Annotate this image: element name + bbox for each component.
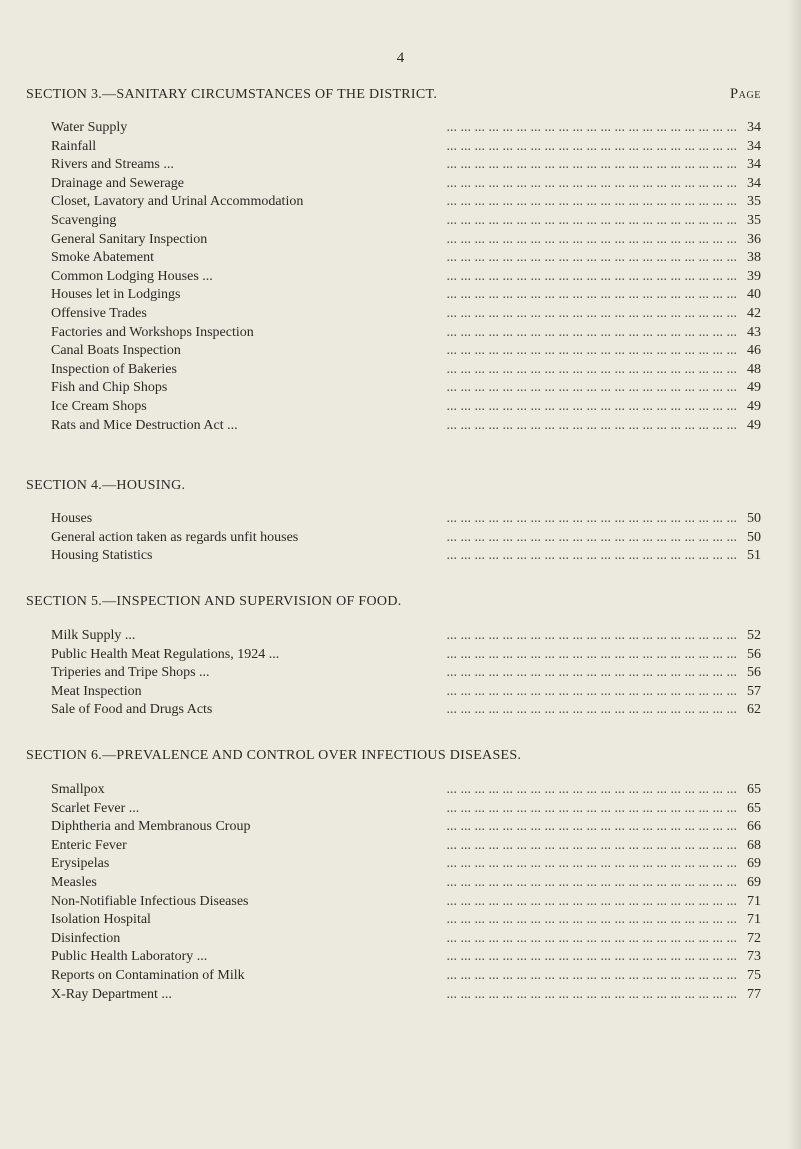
entry-label-wrap: [51, 156, 184, 175]
entry-label: Smoke Abatement: [51, 250, 164, 265]
section-header: [26, 478, 761, 498]
dot-leader-text: ... ... ... ... ... ... ... ... ... ... ... ... ... ... ... ... ... ... ... ... ...: [446, 250, 737, 266]
entry-page-number: 69: [747, 874, 761, 890]
entry-label: Water Supply: [51, 120, 137, 135]
entry-label-wrap: [51, 361, 187, 380]
dot-leader-text: ... ... ... ... ... ... ... ... ... ... ... ... ... ... ... ... ... ... ... ... ...: [446, 287, 737, 303]
dot-leader-text: ... ... ... ... ... ... ... ... ... ... ... ... ... ... ... ... ... ... ... ... ...: [446, 361, 737, 377]
entry-label: X-Ray Department ...: [51, 987, 182, 1002]
dot-leader-text: ... ... ... ... ... ... ... ... ... ... ... ... ... ... ... ... ... ... ... ... ...: [446, 138, 737, 154]
contents-entry: [51, 948, 761, 967]
dot-leader: [51, 138, 737, 157]
entry-page-number: 57: [747, 683, 761, 699]
entry-label: General Sanitary Inspection: [51, 232, 217, 247]
dot-leader-text: ... ... ... ... ... ... ... ... ... ... ... ... ... ... ... ... ... ... ... ... ...: [446, 548, 737, 564]
section-title: SECTION 5.—INSPECTION AND SUPERVISION OF FOOD.: [26, 594, 402, 609]
entry-label-wrap: [51, 324, 264, 343]
entry-label-wrap: [51, 417, 248, 436]
entry-label-wrap: [51, 305, 157, 324]
dot-leader-text: ... ... ... ... ... ... ... ... ... ... ... ... ... ... ... ... ... ... ... ... ...: [446, 305, 737, 321]
section-header: [26, 594, 761, 614]
section-header: [26, 748, 761, 768]
entry-label-wrap: [51, 510, 102, 529]
entry-label: Houses let in Lodgings: [51, 287, 191, 302]
entry-label: Offensive Trades: [51, 306, 157, 321]
dot-leader-text: ... ... ... ... ... ... ... ... ... ... ... ... ... ... ... ... ... ... ... ... ...: [446, 702, 737, 718]
dot-leader-text: ... ... ... ... ... ... ... ... ... ... ... ... ... ... ... ... ... ... ... ... ...: [446, 893, 737, 909]
entry-label: Milk Supply ...: [51, 628, 145, 643]
contents-entry: [51, 781, 761, 800]
contents-entry: [51, 231, 761, 250]
entry-label-wrap: [51, 268, 223, 287]
contents-entry: [51, 646, 761, 665]
entry-label-wrap: [51, 138, 106, 157]
entry-label-wrap: [51, 664, 220, 683]
dot-leader-text: ... ... ... ... ... ... ... ... ... ... ... ... ... ... ... ... ... ... ... ... ...: [446, 683, 737, 699]
entry-label-wrap: [51, 627, 145, 646]
contents-list: [26, 510, 761, 566]
contents-entry: [51, 547, 761, 566]
contents-entry: [51, 156, 761, 175]
entry-label: Rats and Mice Destruction Act ...: [51, 418, 248, 433]
entry-label-wrap: [51, 948, 217, 967]
dot-leader-text: ... ... ... ... ... ... ... ... ... ... ... ... ... ... ... ... ... ... ... ... ...: [446, 874, 737, 890]
dot-leader-text: ... ... ... ... ... ... ... ... ... ... ... ... ... ... ... ... ... ... ... ... ...: [446, 380, 737, 396]
contents-entry: [51, 664, 761, 683]
entry-label: Housing Statistics: [51, 548, 163, 563]
dot-leader-text: ... ... ... ... ... ... ... ... ... ... ... ... ... ... ... ... ... ... ... ... ...: [446, 837, 737, 853]
entry-label: Ice Cream Shops: [51, 399, 157, 414]
contents-entry: [51, 417, 761, 436]
contents-entry: [51, 286, 761, 305]
entry-label-wrap: [51, 529, 308, 548]
contents-entry: [51, 193, 761, 212]
dot-leader-text: ... ... ... ... ... ... ... ... ... ... ... ... ... ... ... ... ... ... ... ... ...: [446, 120, 737, 135]
contents-list: [26, 627, 761, 720]
entry-label-wrap: [51, 986, 182, 1005]
section-title: SECTION 3.—SANITARY CIRCUMSTANCES OF THE DISTRICT.: [26, 87, 438, 102]
entry-page-number: 68: [747, 837, 761, 853]
dot-leader-text: ... ... ... ... ... ... ... ... ... ... ... ... ... ... ... ... ... ... ... ... ...: [446, 175, 737, 191]
entry-page-number: 49: [747, 398, 761, 414]
dot-leader: [51, 683, 737, 702]
entry-page-number: 71: [747, 893, 761, 909]
contents-entry: [51, 510, 761, 529]
contents-entry: [51, 398, 761, 417]
entry-label-wrap: [51, 818, 260, 837]
dot-leader-text: ... ... ... ... ... ... ... ... ... ... ... ... ... ... ... ... ... ... ... ... ...: [446, 157, 737, 173]
entry-label-wrap: [51, 874, 107, 893]
entry-page-number: 65: [747, 782, 761, 797]
entry-label-wrap: [51, 855, 119, 874]
dot-leader-text: ... ... ... ... ... ... ... ... ... ... ... ... ... ... ... ... ... ... ... ... ...: [446, 212, 737, 228]
contents-entry: [51, 986, 761, 1005]
entry-page-number: 35: [747, 194, 761, 210]
dot-leader: [51, 627, 737, 646]
entry-label-wrap: [51, 212, 126, 231]
entry-page-number: 34: [747, 120, 761, 135]
contents-entry: [51, 324, 761, 343]
entry-page-number: 34: [747, 157, 761, 173]
dot-leader: [51, 119, 737, 138]
contents-list: [26, 781, 761, 1004]
dot-leader: [51, 781, 737, 800]
entry-label: Houses: [51, 511, 102, 526]
section-5: [26, 594, 761, 720]
entry-label: Factories and Workshops Inspection: [51, 325, 264, 340]
contents-entry: [51, 930, 761, 949]
contents-entry: [51, 212, 761, 231]
entry-page-number: 71: [747, 912, 761, 928]
entry-page-number: 56: [747, 665, 761, 681]
entry-page-number: 34: [747, 138, 761, 154]
entry-label-wrap: [51, 379, 177, 398]
entry-page-number: 38: [747, 250, 761, 266]
entry-page-number: 73: [747, 949, 761, 965]
entry-page-number: 50: [747, 511, 761, 526]
section-header: [26, 86, 761, 106]
entry-page-number: 77: [747, 986, 761, 1002]
entry-label-wrap: [51, 193, 313, 212]
entry-label: Canal Boats Inspection: [51, 343, 191, 358]
contents-entry: [51, 119, 761, 138]
entry-label-wrap: [51, 231, 217, 250]
entry-label-wrap: [51, 398, 157, 417]
dot-leader-text: ... ... ... ... ... ... ... ... ... ... ... ... ... ... ... ... ... ... ... ... ...: [446, 949, 737, 965]
dot-leader-text: ... ... ... ... ... ... ... ... ... ... ... ... ... ... ... ... ... ... ... ... ...: [446, 856, 737, 872]
entry-page-number: 43: [747, 324, 761, 340]
entry-label: Common Lodging Houses ...: [51, 269, 223, 284]
dot-leader: [51, 837, 737, 856]
dot-leader-text: ... ... ... ... ... ... ... ... ... ... ... ... ... ... ... ... ... ... ... ... ...: [446, 646, 737, 662]
entry-label: Inspection of Bakeries: [51, 362, 187, 377]
section-6: [26, 748, 761, 1004]
entry-label: Rainfall: [51, 139, 106, 154]
dot-leader-text: ... ... ... ... ... ... ... ... ... ... ... ... ... ... ... ... ... ... ... ... ...: [446, 194, 737, 210]
entry-label-wrap: [51, 249, 164, 268]
entry-label-wrap: [51, 683, 152, 702]
dot-leader-text: ... ... ... ... ... ... ... ... ... ... ... ... ... ... ... ... ... ... ... ... ...: [446, 782, 737, 797]
dot-leader-text: ... ... ... ... ... ... ... ... ... ... ... ... ... ... ... ... ... ... ... ... ...: [446, 912, 737, 928]
dot-leader-text: ... ... ... ... ... ... ... ... ... ... ... ... ... ... ... ... ... ... ... ... ...: [446, 231, 737, 247]
dot-leader-text: ... ... ... ... ... ... ... ... ... ... ... ... ... ... ... ... ... ... ... ... ...: [446, 800, 737, 816]
dot-leader-text: ... ... ... ... ... ... ... ... ... ... ... ... ... ... ... ... ... ... ... ... ...: [446, 268, 737, 284]
dot-leader-text: ... ... ... ... ... ... ... ... ... ... ... ... ... ... ... ... ... ... ... ... ...: [446, 628, 737, 643]
entry-page-number: 48: [747, 361, 761, 377]
entry-page-number: 62: [747, 702, 761, 718]
entry-page-number: 40: [747, 287, 761, 303]
contents-entry: [51, 874, 761, 893]
entry-page-number: 50: [747, 529, 761, 545]
entry-label: Reports on Contamination of Milk: [51, 968, 255, 983]
dot-leader: [51, 212, 737, 231]
contents-entry: [51, 818, 761, 837]
contents-entry: [51, 701, 761, 720]
entry-page-number: 56: [747, 646, 761, 662]
entry-label-wrap: [51, 893, 259, 912]
contents-entry: [51, 683, 761, 702]
entry-page-number: 72: [747, 930, 761, 946]
entry-label: Scarlet Fever ...: [51, 801, 149, 816]
page-edge-shadow: [787, 0, 801, 1149]
page-column-label: Page: [729, 86, 761, 102]
dot-leader-text: ... ... ... ... ... ... ... ... ... ... ... ... ... ... ... ... ... ... ... ... ...: [446, 343, 737, 359]
entry-page-number: 46: [747, 343, 761, 359]
dot-leader: [51, 800, 737, 819]
entry-page-number: 42: [747, 305, 761, 321]
entry-label: Erysipelas: [51, 856, 119, 871]
entry-label: Isolation Hospital: [51, 912, 161, 927]
entry-label: General action taken as regards unfit houses: [51, 530, 308, 545]
entry-page-number: 49: [747, 380, 761, 396]
entry-label: Disinfection: [51, 931, 130, 946]
entry-page-number: 35: [747, 212, 761, 228]
entry-label-wrap: [51, 646, 289, 665]
entry-page-number: 49: [747, 417, 761, 433]
entry-label-wrap: [51, 800, 149, 819]
entry-label-wrap: [51, 930, 130, 949]
entry-page-number: 51: [747, 548, 761, 564]
entry-label-wrap: [51, 119, 137, 138]
dot-leader-text: ... ... ... ... ... ... ... ... ... ... ... ... ... ... ... ... ... ... ... ... ...: [446, 986, 737, 1002]
dot-leader-text: ... ... ... ... ... ... ... ... ... ... ... ... ... ... ... ... ... ... ... ... ...: [446, 819, 737, 835]
contents-entry: [51, 175, 761, 194]
entry-label: Drainage and Sewerage: [51, 176, 194, 191]
entry-label-wrap: [51, 286, 191, 305]
entry-page-number: 39: [747, 268, 761, 284]
contents-entry: [51, 361, 761, 380]
section-4: [26, 478, 761, 566]
entry-page-number: 34: [747, 175, 761, 191]
contents-entry: [51, 138, 761, 157]
contents-entry: [51, 305, 761, 324]
entry-label: Measles: [51, 875, 107, 890]
dot-leader-text: ... ... ... ... ... ... ... ... ... ... ... ... ... ... ... ... ... ... ... ... ...: [446, 529, 737, 545]
section-3: [26, 86, 761, 435]
entry-label: Non-Notifiable Infectious Diseases: [51, 894, 259, 909]
entry-label: Closet, Lavatory and Urinal Accommodation: [51, 194, 313, 209]
dot-leader-text: ... ... ... ... ... ... ... ... ... ... ... ... ... ... ... ... ... ... ... ... ...: [446, 665, 737, 681]
contents-list: [26, 119, 761, 435]
entry-label-wrap: [51, 175, 194, 194]
contents-entry: [51, 855, 761, 874]
dot-leader: [51, 930, 737, 949]
dot-leader-text: ... ... ... ... ... ... ... ... ... ... ... ... ... ... ... ... ... ... ... ... ...: [446, 417, 737, 433]
entry-label: Triperies and Tripe Shops ...: [51, 665, 220, 680]
contents-entry: [51, 837, 761, 856]
contents-entry: [51, 529, 761, 548]
entry-label: Enteric Fever: [51, 838, 137, 853]
entry-label-wrap: [51, 967, 255, 986]
entry-label: Public Health Meat Regulations, 1924 ...: [51, 647, 289, 662]
dot-leader: [51, 874, 737, 893]
dot-leader-text: ... ... ... ... ... ... ... ... ... ... ... ... ... ... ... ... ... ... ... ... ...: [446, 511, 737, 526]
contents-entry: [51, 249, 761, 268]
entry-label: Scavenging: [51, 213, 126, 228]
entry-page-number: 75: [747, 967, 761, 983]
page-number: 4: [396, 50, 405, 66]
entry-label-wrap: [51, 911, 161, 930]
contents-entry: [51, 342, 761, 361]
contents-entry: [51, 379, 761, 398]
dot-leader: [51, 855, 737, 874]
entry-label: Rivers and Streams ...: [51, 157, 184, 172]
entry-page-number: 52: [747, 628, 761, 643]
entry-page-number: 65: [747, 800, 761, 816]
entry-page-number: 66: [747, 819, 761, 835]
dot-leader-text: ... ... ... ... ... ... ... ... ... ... ... ... ... ... ... ... ... ... ... ... ...: [446, 324, 737, 340]
contents-entry: [51, 268, 761, 287]
contents-entry: [51, 967, 761, 986]
entry-label-wrap: [51, 837, 137, 856]
entry-label: Smallpox: [51, 782, 115, 797]
entry-page-number: 36: [747, 231, 761, 247]
entry-label-wrap: [51, 781, 115, 800]
contents-entry: [51, 627, 761, 646]
dot-leader: [51, 510, 737, 529]
entry-label: Diphtheria and Membranous Croup: [51, 819, 260, 834]
entry-label-wrap: [51, 342, 191, 361]
entry-label: Fish and Chip Shops: [51, 380, 177, 395]
contents-entry: [51, 893, 761, 912]
dot-leader-text: ... ... ... ... ... ... ... ... ... ... ... ... ... ... ... ... ... ... ... ... ...: [446, 398, 737, 414]
dot-leader-text: ... ... ... ... ... ... ... ... ... ... ... ... ... ... ... ... ... ... ... ... ...: [446, 930, 737, 946]
contents-entry: [51, 911, 761, 930]
section-title: SECTION 4.—HOUSING.: [26, 478, 186, 493]
entry-label: Meat Inspection: [51, 684, 152, 699]
entry-label-wrap: [51, 547, 163, 566]
entry-label-wrap: [51, 701, 222, 720]
entry-label: Public Health Laboratory ...: [51, 949, 217, 964]
section-title: SECTION 6.—PREVALENCE AND CONTROL OVER INFECTIOUS DISEASES.: [26, 748, 522, 763]
contents-entry: [51, 800, 761, 819]
entry-page-number: 69: [747, 856, 761, 872]
entry-label: Sale of Food and Drugs Acts: [51, 702, 222, 717]
dot-leader-text: ... ... ... ... ... ... ... ... ... ... ... ... ... ... ... ... ... ... ... ... ...: [446, 967, 737, 983]
